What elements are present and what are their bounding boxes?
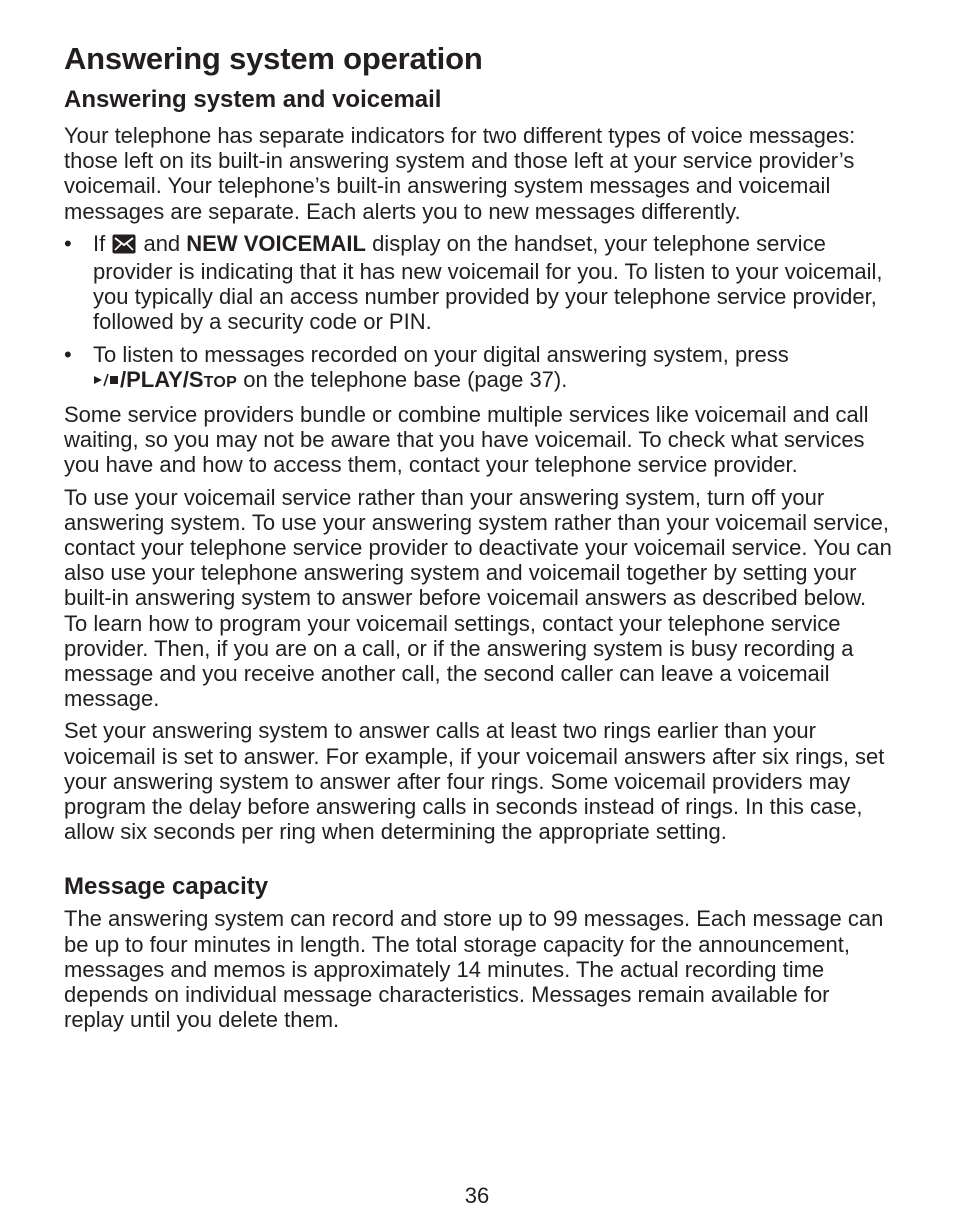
page-number: 36 (464, 1183, 490, 1208)
page-title: Answering system operation (64, 41, 483, 76)
bullet-marker: • (64, 341, 72, 367)
bullet1-text-after: display on the handset, your telephone service provider is indicating that it has new voicemail for you. To listen to your voicemail, you typically dial an access number provided by your telephone service provider, followed by a security code or PIN. (93, 230, 883, 335)
paragraph-message-capacity: The answering system can record and store up to 99 messages. Each message can be up to four minutes in length. The total storage capacity for the announcement, messages and memos is approximately 14 minutes. The actual recording time depends on individual message characteristics. Messages remain available for replay until you delete them. (64, 906, 884, 1033)
bullet1-text-between: and (137, 230, 187, 256)
bullet2-text-after: on the telephone base (page 37). (237, 366, 568, 392)
bullet-marker: • (64, 230, 72, 256)
list-item-play-messages (64, 342, 894, 395)
manual-page (64, 38, 894, 1040)
bullet-list (64, 231, 894, 395)
stop-key-label-initial: S (188, 366, 204, 392)
paragraph-ring-settings: Set your answering system to answer calls at least two rings earlier than your voicemail is set to answer. For example, if your voicemail answers after six rings, set your answering system to answer after four rings. Some voicemail providers may program the delay before answering calls in seconds instead of rings. In this case, allow six seconds per ring when determining the appropriate setting. (64, 718, 885, 845)
section-heading-answering-system-voicemail: Answering system and voicemail (64, 86, 442, 113)
play-key-label: /PLAY/ (120, 366, 189, 392)
stop-key-label-rest: TOP (203, 373, 238, 391)
bullet2-text-before: To listen to messages recorded on your digital answering system, press (93, 341, 789, 367)
paragraph-service-bundles: Some service providers bundle or combine multiple services like voicemail and call waiting, so you may not be aware that you have voicemail. To check what services you have and how to access them, contact your telephone service provider. (64, 402, 869, 478)
play-stop-icon (93, 368, 119, 393)
intro-paragraph: Your telephone has separate indicators for two different types of voice messages: those left on its built-in answering system and those left at your service provider’s voicemail. Your telephone’s built-in answering system messages and voicemail messages are separate. Each alerts you to new messages differently. (64, 123, 856, 224)
section-heading-message-capacity: Message capacity (64, 873, 269, 901)
paragraph-voicemail-vs-answering: To use your voicemail service rather than your answering system, turn off your answering system. To use your answering system rather than your voicemail service, contact your telephone service provider to deactivate your voicemail service. You can also use your telephone answering system and voicemail together by setting your built-in answering system to answer before voicemail answers as described below. To learn how to program your voicemail settings, contact your telephone service provider. Then, if you are on a call, or if the answering system is busy recording a message and you receive another call, the second caller can leave a voicemail message. (64, 484, 892, 712)
new-voicemail-label: NEW VOICEMAIL (186, 230, 366, 256)
list-item-new-voicemail (64, 231, 894, 335)
bullet1-text-before: If (93, 230, 112, 256)
envelope-icon (112, 234, 136, 259)
